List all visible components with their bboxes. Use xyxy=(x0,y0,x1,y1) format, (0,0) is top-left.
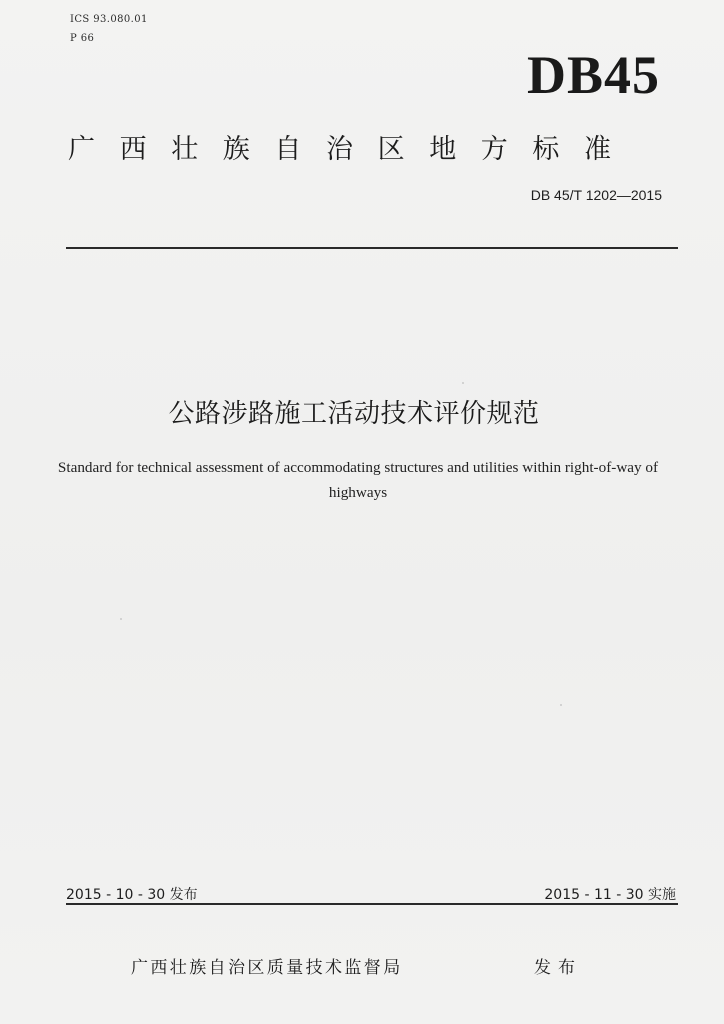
publish-date: 2015 - 10 - 30 发布 xyxy=(66,887,198,903)
scan-speck xyxy=(120,618,122,620)
classification-code: P 66 xyxy=(70,33,95,44)
issuer-region-heading: 广西壮族自治区地方标准 xyxy=(68,134,636,165)
effective-date: 2015 - 11 - 30 实施 xyxy=(544,887,676,903)
issuing-authority: 广西壮族自治区质量技术监督局 xyxy=(131,958,403,978)
standard-number: DB 45/T 1202—2015 xyxy=(530,187,662,203)
scan-speck xyxy=(462,382,464,384)
bottom-divider xyxy=(66,903,678,905)
top-divider xyxy=(66,247,678,249)
scan-speck xyxy=(560,704,562,706)
title-chinese: 公路涉路施工活动技术评价规范 xyxy=(168,399,540,429)
title-english: Standard for technical assessment of accommodating structures and utilities within right-of-way of highways xyxy=(57,459,659,501)
ics-code: ICS 93.080.01 xyxy=(70,14,148,25)
standard-logo: DB45 xyxy=(526,45,660,105)
issue-label: 发布 xyxy=(534,958,582,978)
